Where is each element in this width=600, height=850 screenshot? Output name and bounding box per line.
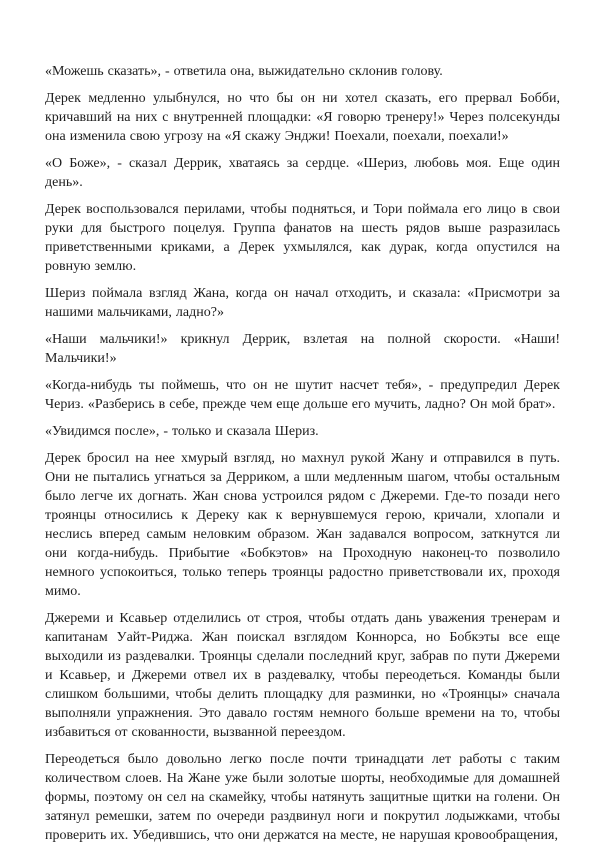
paragraph: «Увидимся после», - только и сказала Шериз. — [45, 424, 319, 439]
paragraph: Переодеться было довольно легко после почти тринадцати лет работы с таким количеством слоев. На Жане уже были золотые шорты, необходимые для домашней формы, поэтому он сел на скамейку, чтобы натянуть защитные щитки на голени. Он затянул ремешки, затем по очереди раздвинул ноги и покрутил лодыжками, чтобы проверить их. Убедившись, что они держатся на месте, не нарушая кровообращения, — [45, 752, 560, 843]
paragraph: Джереми и Ксавьер отделились от строя, чтобы отдать дань уважения тренерам и капитанам Уайт-Риджа. Жан поискал взглядом Коннорса, но Бобкэты все еще выходили из раздевалки. Троянцы сделали последний круг, забрав по пути Джереми и Ксавьер, и Джереми отвел их в раздевалку, чтобы переодеться. Команды были слишком большими, чтобы делить площадку для разминки, но «Троянцы» сначала выполняли упражнения. Это давало гостям немного больше времени на то, чтобы избавиться от скованности, вызванной переездом. — [45, 611, 560, 740]
paragraph: Шериз поймала взгляд Жана, когда он начал отходить, и сказала: «Присмотри за нашими мальчиками, ладно?» — [45, 286, 560, 320]
paragraph: Дерек воспользовался перилами, чтобы подняться, и Тори поймала его лицо в свои руки для быстрого поцелуя. Группа фанатов на шесть рядов выше разразилась приветственными криками, а Дерек ухмылялся, как дурак, когда опустился на ровную землю. — [45, 202, 560, 274]
paragraph: «Можешь сказать», - ответила она, выжидательно склонив голову. — [45, 64, 443, 79]
paragraph: Дерек бросил на нее хмурый взгляд, но махнул рукой Жану и отправился в путь. Они не пытались угнаться за Дерриком, а шли медленным шагом, чтобы остальным было легче их догнать. Жан снова устроился рядом с Джереми. Где-то позади него троянцы относились к Дереку как к вернувшемуся герою, кричали, хлопали и неслись вперед самым неловким образом. Жан задавался вопросом, заткнутся ли они когда-нибудь. Прибытие «Бобкэтов» на Проходную наконец-то позволило немного успокоиться, только теперь троянцы радостно приветствовали их, проходя мимо. — [45, 451, 560, 599]
paragraph: «Наши мальчики!» крикнул Деррик, взлетая на полной скорости. «Наши! Мальчики!» — [45, 332, 560, 366]
paragraph: Дерек медленно улыбнулся, но что бы он ни хотел сказать, его прервал Бобби, кричавший на них с внутренней площадки: «Я говорю тренеру!» Через полсекунды она изменила свою угрозу на «Я скажу Энджи! Поехали, поехали, поехали!» — [45, 91, 560, 144]
paragraph: «О Боже», - сказал Деррик, хватаясь за сердце. «Шериз, любовь моя. Еще один день». — [45, 156, 560, 190]
paragraph: «Когда-нибудь ты поймешь, что он не шутит насчет тебя», - предупредил Дерек Чериз. «Разберись в себе, прежде чем еще дольше его мучить, ладно? Он мой брат». — [45, 378, 560, 412]
